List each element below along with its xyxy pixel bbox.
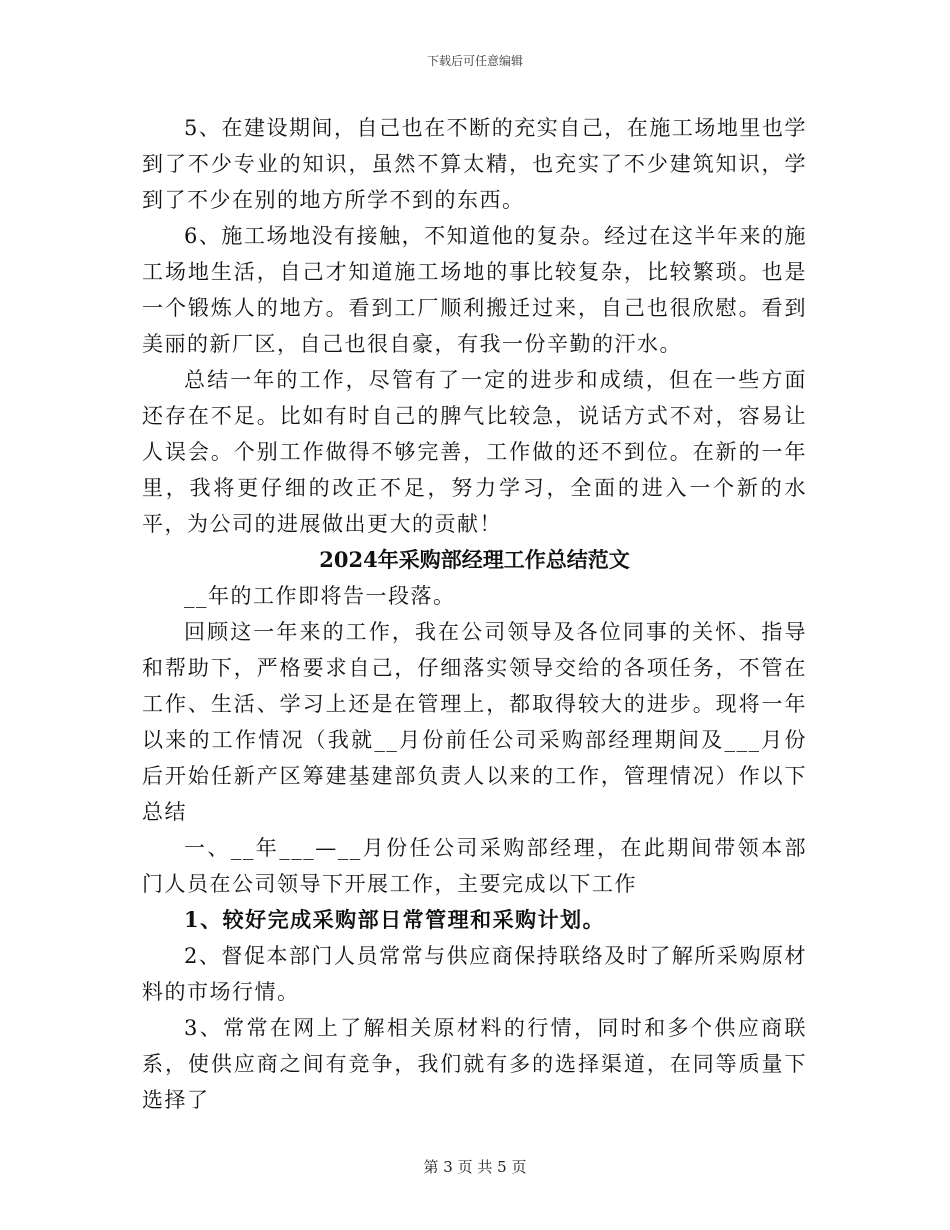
list-item-2: 2、督促本部门人员常常与供应商保持联络及时了解所采购原材料的市场行情。 (142, 944, 807, 1004)
paragraph-intro: __年的工作即将告一段落。 (184, 584, 456, 608)
section-title: 2024年采购部经理工作总结范文 (319, 547, 630, 572)
list-item-3: 3、常常在网上了解相关原材料的行情，同时和多个供应商联系，使供应商之间有竞争，我们就有多的选择渠道，在同等质量下选择了 (142, 1016, 807, 1112)
paragraph-summary: 总结一年的工作，尽管有了一定的进步和成绩，但在一些方面还存在不足。比如有时自己的脾气比较急，说话方式不对，容易让人误会。个别工作做得不够完善，工作做的还不到位。在新的一年里，我将更仔细的改正不足，努力学习，全面的进入一个新的水平，为公司的进展做出更大的贡献！ (142, 368, 807, 536)
page-number-footer: 第 3 页 共 5 页 (423, 1158, 527, 1176)
paragraph-item-5: 5、在建设期间，自己也在不断的充实自己，在施工场地里也学到了不少专业的知识，虽然不算太精，也充实了不少建筑知识，学到了不少在别的地方所学不到的东西。 (142, 116, 807, 212)
list-item-1: 1、较好完成采购部日常管理和采购计划。 (184, 907, 606, 932)
document-body (142, 110, 807, 1118)
paragraph-part-one: 一、__年___—__月份任公司采购部经理，在此期间带领本部门人员在公司领导下开展工作，主要完成以下工作 (142, 836, 807, 896)
paragraph-review: 回顾这一年来的工作，我在公司领导及各位同事的关怀、指导和帮助下，严格要求自己，仔细落实领导交给的各项任务，不管在工作、生活、学习上还是在管理上，都取得较大的进步。现将一年以来的工作情况（我就__月份前任公司采购部经理期间及___月份后开始任新产区筹建基建部负责人以来的工作，管理情况）作以下总结 (142, 620, 807, 824)
paragraph-item-6: 6、施工场地没有接触，不知道他的复杂。经过在这半年来的施工场地生活，自己才知道施工场地的事比较复杂，比较繁琐。也是一个锻炼人的地方。看到工厂顺利搬迁过来，自己也很欣慰。看到美丽的新厂区，自己也很自豪，有我一份辛勤的汗水。 (142, 224, 807, 356)
header-note: 下载后可任意编辑 (426, 54, 523, 68)
